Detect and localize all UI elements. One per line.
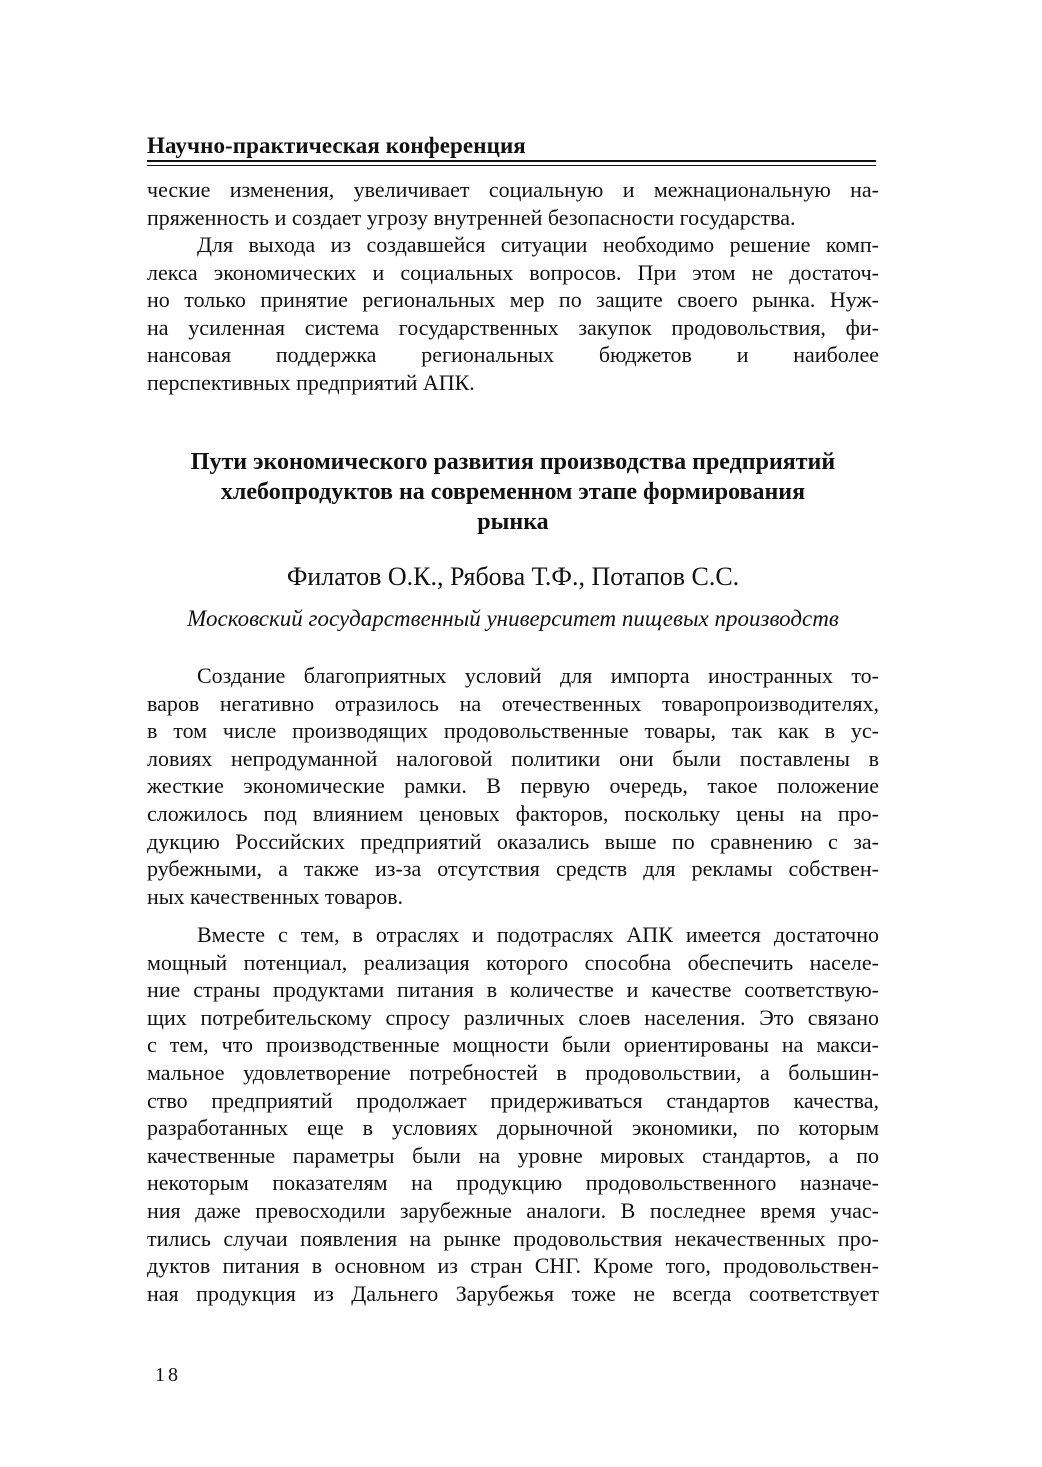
text-line: разработанных еще в условиях дорыночной экономики, по которым (147, 1115, 879, 1141)
text-line: щих потребительскому спросу различных слоев населения. Это связано (147, 1004, 879, 1030)
text-line: мальное удовлетворение потребностей в продовольствии, а большин- (147, 1059, 879, 1085)
text-line: нансовая поддержка региональных бюджетов и наиболее (147, 342, 879, 368)
text-line: ная продукция из Дальнего Зарубежья тоже не всегда соответствует (147, 1280, 879, 1306)
text-line: жесткие экономические рамки. В первую очередь, такое положение (147, 773, 879, 799)
text-line: варов негативно отразилось на отечественных товаропроизводителях, (147, 690, 879, 716)
text-line: в том числе производящих продовольственные товары, так как в ус- (147, 718, 879, 744)
text-line: Создание благоприятных условий для импорта иностранных то- (197, 663, 879, 688)
continued-paragraph (147, 176, 879, 231)
title-line: хлебопродуктов на современном этапе формирования (220, 479, 806, 505)
text-line: ных качественных товаров. (147, 883, 403, 909)
text-line: перспективных предприятий АПК. (147, 369, 475, 395)
conclusion-paragraph (147, 231, 879, 397)
running-header: Научно-практическая конференция (147, 133, 526, 158)
text-line: Для выхода из создавшейся ситуации необходимо решение комп- (197, 232, 879, 257)
title-line: рынка (477, 509, 549, 535)
text-line: лекса экономических и социальных вопросов. При этом не достаточ- (147, 259, 879, 285)
text-line: с тем, что производственные мощности были ориентированы на макси- (147, 1032, 879, 1058)
text-line: но только принятие региональных мер по защите своего рынка. Нуж- (147, 287, 879, 313)
text-line: дуктов питания в основном из стран СНГ. Кроме того, продовольствен- (147, 1253, 879, 1279)
article-title (147, 447, 879, 537)
header-rule (147, 160, 876, 162)
article-authors: Филатов О.К., Рябова Т.Ф., Потапов С.С. (286, 562, 740, 591)
text-line: ние страны продуктами питания в количестве и качестве соответствую- (147, 977, 879, 1003)
text-line: ловиях непродуманной налоговой политики они были поставлены в (147, 745, 879, 771)
body-paragraph (147, 921, 879, 1307)
text-line: тились случаи появления на рынке продовольствия некачественных про- (147, 1225, 879, 1251)
text-line: некоторым показателям на продукцию продовольственного назначе- (147, 1170, 879, 1196)
text-line: на усиленная система государственных закупок продовольствия, фи- (147, 314, 879, 340)
article-affiliation: Московский государственный университет пищевых производств (187, 606, 839, 631)
text-line: ческие изменения, увеличивает социальную и межнациональную на- (147, 177, 879, 202)
text-line: Вместе с тем, в отраслях и подотраслях АПК имеется достаточно (197, 922, 879, 947)
header-rule-thin (147, 165, 876, 166)
body-paragraph (147, 662, 879, 910)
text-line: сложилось под влиянием ценовых факторов, поскольку цены на про- (147, 800, 879, 826)
text-line: дукцию Российских предприятий оказались выше по сравнению с за- (147, 828, 879, 854)
text-line: пряженность и создает угрозу внутренней безопасности государства. (147, 204, 796, 230)
text-line: ство предприятий продолжает придерживаться стандартов качества, (147, 1087, 879, 1113)
text-line: ния даже превосходили зарубежные аналоги. В последнее время учас- (147, 1197, 879, 1223)
page-number: 18 (155, 1364, 181, 1386)
text-line: рубежными, а также из-за отсутствия средств для рекламы собствен- (147, 856, 879, 882)
text-line: качественные параметры были на уровне мировых стандартов, а по (147, 1142, 879, 1168)
title-line: Пути экономического развития производства предприятий (190, 449, 836, 475)
text-line: мощный потенциал, реализация которого способна обеспечить населе- (147, 949, 879, 975)
